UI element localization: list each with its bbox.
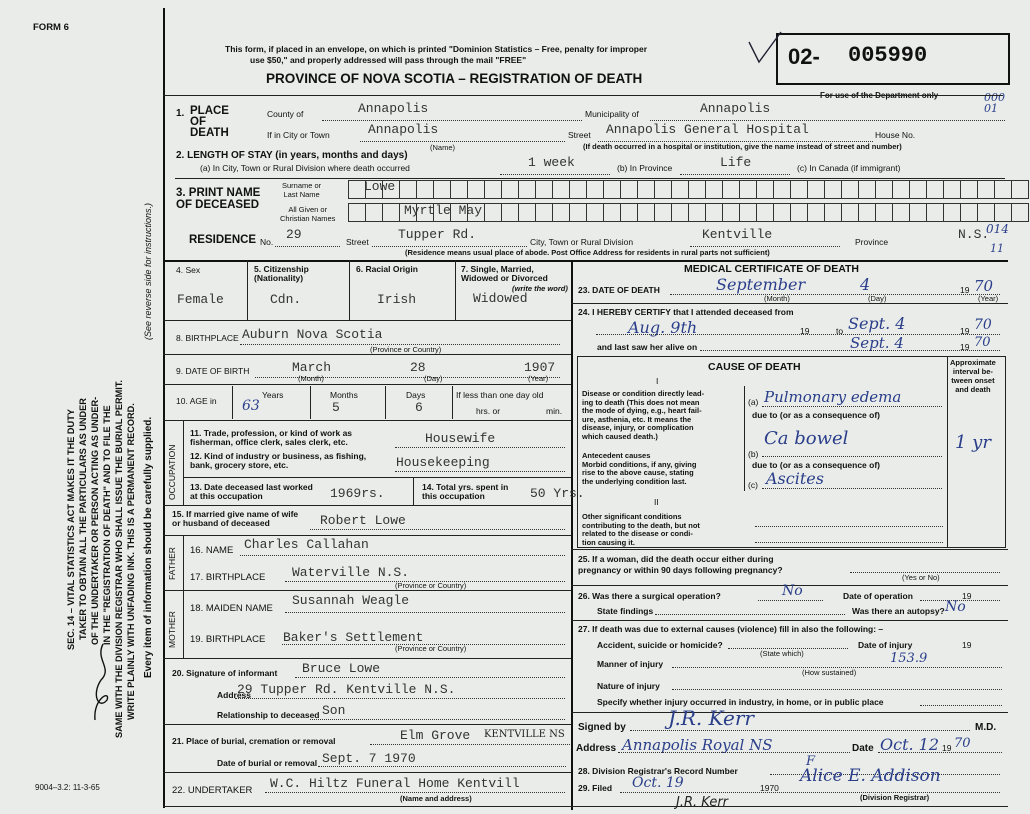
filed-value: Oct. 19 [632,775,684,791]
rule [163,384,571,385]
bottom-signature: J.R. Kerr [676,795,729,810]
min-label: min. [546,406,563,416]
dob-label: 9. DATE OF BIRTH [176,366,250,376]
municipality-label: Municipality of [585,109,639,119]
sidebar-line-8: (See reverse side for instructions.) [143,202,153,340]
yesno-label: (Yes or No) [902,573,940,582]
rule [596,334,1000,335]
rule [349,260,350,320]
rule [163,724,571,725]
rule [500,174,610,175]
rule [295,677,565,678]
section-i: I [656,376,659,386]
interval-label: Approximate interval be- tween onset and death [950,358,996,394]
dob-month: March [292,360,332,375]
days-value: 6 [415,400,423,415]
father-birthplace-label: 17. BIRTHPLACE [190,572,266,583]
q29-label: 29. Filed [578,783,613,793]
certify-label: 24. I HEREBY CERTIFY that I attended deceased from [578,307,794,317]
last-worked-label: 13. Date deceased last worked at this occupation [190,482,313,501]
mother-birthplace-value: Baker's Settlement [283,630,424,645]
residence-city: Kentville [702,227,773,242]
street-value: Annapolis General Hospital [606,122,809,137]
rule [232,386,233,419]
from-year-prefix: 19 [800,326,810,336]
trade-label: 11. Trade, profession, or kind of work as fisherman, office clerk, sales clerk, etc. [190,428,353,447]
filed-year: 1970 [760,783,779,793]
rule [163,590,571,591]
dod-year: 70 [974,277,994,295]
specify-label: Specify whether injury occurred in industry, in home, or in public place [597,697,884,707]
rule [240,555,565,556]
mother-side-label: MOTHER [167,611,177,648]
registration-number-box [776,33,1010,85]
sidebar-line-1: SEC. 14 – VITAL STATISTICS ACT MAKES IT THE DUTY [66,409,76,650]
undertaker-value: W.C. Hiltz Funeral Home Kentvill [270,776,520,791]
residence-no: 29 [286,227,302,242]
rule [571,549,1008,550]
rule [755,526,943,527]
form-code: 9004–3.2: 11-3-65 [35,783,100,792]
rule [310,719,565,720]
reg-number: 005990 [848,43,928,68]
rule [620,792,1000,793]
name-label: (Name) [430,143,456,152]
op-date-label: Date of operation [843,591,913,601]
name-section-label: 3. PRINT NAME OF DECEASED [176,187,261,211]
birthplace-note: (Province or Country) [370,345,442,354]
sidebar-line-7: Every item of information should be carefully supplied. [143,416,154,678]
rule [163,535,571,536]
residence-code-2: 11 [990,242,1004,255]
rule [163,320,571,321]
rule [630,730,970,731]
state-which: (State which) [760,649,804,658]
registrar-label: (Division Registrar) [860,793,930,802]
rule [247,260,248,320]
rule [163,772,571,773]
md-label: M.D. [975,722,997,733]
form-label: FORM 6 [33,22,69,33]
municipality-value: Annapolis [700,101,771,116]
sidebar-line-2: TAKER TO OBTAIN ALL THE PARTICULARS AS UNDER [78,398,88,640]
racial-label: 6. Racial Origin [356,264,418,274]
lastsaw-value: Sept. 4 [850,334,904,352]
hospital-note: (If death occurred in a hospital or institution, give the name instead of street and number) [583,142,902,151]
injury-year: 19 [962,640,972,650]
total-label: 14. Total yrs. spent in this occupation [422,482,509,501]
rule [163,658,571,659]
check-mark-icon [745,28,785,68]
mother-province-note: (Province or Country) [395,644,467,653]
dod-day: 4 [860,275,871,294]
informant-address: 29 Tupper Rd. Kentville N.S. [237,682,456,697]
relation-value: Son [322,703,346,718]
rule [762,406,942,407]
rule [275,246,340,247]
sidebar-line-4: IN THE "REGISTRATION OF DEATH" AND TO FILE THE [102,405,112,645]
sex-value: Female [177,292,224,307]
autopsy-label: Was there an autopsy? [852,606,945,616]
citizenship-value: Cdn. [270,292,302,307]
place-label: PLACE OF DEATH [190,105,229,139]
rule [370,744,570,745]
city-value: Annapolis [368,122,439,137]
informant-sig: Bruce Lowe [302,661,381,676]
residence-code: 014 [986,222,1009,236]
sidebar-signature [85,640,125,730]
dob-day: 28 [410,360,426,375]
sidebar-line-5: SAME WITH THE DIVISION REGISTRAR WHO SHALL ISSUE THE BURIAL PERMIT. [114,380,124,738]
rule [265,792,565,793]
rule [690,246,840,247]
med-address-label: Address [576,743,617,754]
injury-date-label: Date of injury [858,640,913,650]
rule [163,260,1008,262]
rule [183,477,571,478]
spouse-value: Robert Lowe [320,513,406,528]
years-value: 63 [242,398,260,414]
q28-hand: F [806,754,816,769]
op-year: 19 [962,591,972,601]
antecedent-label: Antecedent causes Morbid conditions, if any, giving rise to the above cause, stating the underlying condition last. [582,451,697,486]
occupation-side-label: OCCUPATION [167,444,177,500]
burial-place: Elm Grove [400,728,471,743]
cause-title: CAUSE OF DEATH [708,361,801,373]
manner-code: 153.9 [890,651,928,666]
med-date-year: 70 [954,736,971,751]
informant-address-label: Address [217,690,252,700]
months-label: Months [330,390,358,400]
notice-line-2: use $50," and properly addressed will pass through the mail "FREE" [250,55,527,65]
q25-label: 25. If a woman, did the death occur either during pregnancy or within 90 days following pregnancy? [578,554,783,575]
to-year: 70 [974,317,992,333]
county-value: Annapolis [358,101,429,116]
signed-label: Signed by [578,722,626,733]
cause-b-label: (b) [748,449,759,459]
father-name-label: 16. NAME [190,545,234,556]
sidebar-line-3: OF THE UNDERTAKER OR PERSON ACTING AS UNDER- [90,396,100,645]
signed-value: J.R. Kerr [668,706,754,730]
rule [878,752,1002,753]
last-worked-value: 1969rs. [330,486,385,501]
med-date: Oct. 12 [880,735,940,754]
nature-label: Nature of injury [597,681,660,691]
cause-a-label: (a) [748,397,759,407]
stay-a-value: 1 week [528,155,575,170]
rule [395,447,565,448]
dept-note: For use of the Department only [820,91,939,100]
marital-label: 7. Single, Married, Widowed or Divorced [461,264,548,283]
residence-province-label: Province [855,237,889,247]
dod-year-label: (Year) [978,294,999,303]
med-address: Annapolis Royal NS [622,736,773,754]
dob-year-label: (Year) [528,374,549,383]
manner-label: Manner of injury [597,659,664,669]
stay-b-value: Life [720,155,752,170]
trade-value: Housewife [425,431,496,446]
cause-c-label: (c) [748,480,758,490]
rule [413,477,414,505]
q26-label: 26. Was there a surgical operation? [578,591,721,601]
sidebar-line-6: WRITE PLAINLY WITH UNFADING INK. THIS IS A PERMANENT RECORD. [126,403,136,720]
q28-label: 28. Division Registrar's Record Number [578,766,738,776]
county-label: County of [267,109,304,119]
stay-label: 2. LENGTH OF STAY (in years, months and days) [176,150,408,161]
rule [318,766,566,767]
rule [395,471,565,472]
rule [385,386,386,419]
dod-label: 23. DATE OF DEATH [578,285,660,295]
q26-answer: No [782,583,803,599]
rule [163,95,1003,96]
father-province-note: (Province or Country) [395,581,467,590]
rule [163,420,571,421]
father-birthplace-value: Waterville N.S. [292,565,410,580]
rule [571,712,1008,713]
burial-place-hand: KENTVILLE NS [484,729,565,740]
sex-label: 4. Sex [176,265,201,275]
rule [762,456,942,457]
rule [183,420,184,505]
rule [455,260,456,320]
days-label: Days [406,390,426,400]
to-year-prefix: 19 [960,326,970,336]
dod-month: September [716,275,806,294]
other-label: Other significant conditions contributing to the death, but not related to the disease or condi- tion causing it. [582,512,700,547]
rule [670,294,1000,295]
section-ii: II [654,497,659,507]
rule [762,488,942,489]
due-to-label-2: due to (or as a consequence of) [752,460,880,470]
lastsaw-label: and last saw her alive on [597,342,698,352]
surname-grid [348,180,1029,199]
rule [672,689,1002,690]
rule [571,620,1008,621]
cause-c-value: Ascites [766,469,824,488]
undertaker-note: (Name and address) [400,794,472,803]
birthplace-label: 8. BIRTHPLACE [176,333,239,343]
years-label: Years [262,390,284,400]
cause-b-value: Ca bowel [764,428,849,449]
autopsy-answer: No [945,599,966,615]
stay-a-label: (a) In City, Town or Rural Division where death occurred [200,163,410,173]
street-label: Street [568,130,591,140]
rule [163,806,1008,807]
from-value: Aug. 9th [628,318,698,337]
birthplace-value: Auburn Nova Scotia [242,327,383,342]
rule [655,614,845,615]
how-sustained: (How sustained) [802,668,857,677]
marital-note: (write the word) [512,284,568,293]
place-num: 1. [176,108,185,119]
due-to-label-1: due to (or as a consequence of) [752,410,880,420]
notice-line-1: This form, if placed in an envelope, on which is printed "Dominion Statistics – Free, penalty for improper [225,44,648,54]
dod-month-label: (Month) [764,294,790,303]
father-side-label: FATHER [167,547,177,580]
to-value: Sept. 4 [848,314,906,333]
rule [372,246,527,247]
disease-label: Disease or condition directly lead- ing to death (This does not mean the mode of dying, e.g., heart fail- ure, asthenia, etc. It means the disease, injury, or complication which caused death.) [582,389,705,441]
maiden-label: 18. MAIDEN NAME [190,603,273,614]
rule [235,698,565,699]
total-value: 50 Yrs. [530,486,585,501]
residence-label: RESIDENCE [189,234,257,246]
med-date-label: Date [852,743,874,754]
reg-prefix: 02- [788,44,820,69]
father-name-value: Charles Callahan [244,537,369,552]
cause-a-value: Pulmonary edema [764,388,902,406]
rule [322,120,582,121]
given-label: All Given or Christian Names [280,205,336,223]
rule [650,120,1005,121]
rule [744,386,745,446]
residence-street: Tupper Rd. [398,227,477,242]
dept-codes: 000 01 [984,91,1005,115]
marital-value: Widowed [473,291,528,306]
given-value: Myrtle May [404,203,483,218]
med-date-year-prefix: 19 [942,743,952,753]
surname-value: Lowe [364,179,396,194]
lastsaw-year-prefix: 19 [960,342,970,352]
rule [755,542,943,543]
rule [452,386,453,419]
rule [183,535,184,658]
business-value: Housekeeping [396,455,490,470]
rule [920,705,1002,706]
form-title: PROVINCE OF NOVA SCOTIA – REGISTRATION OF DEATH [266,71,643,86]
residence-city-label: City, Town or Rural Division [530,237,634,247]
dob-month-label: (Month) [298,374,324,383]
business-label: 12. Kind of industry or business, as fishing, bank, grocery store, etc. [190,451,367,470]
maiden-value: Susannah Weagle [292,593,410,608]
dod-day-label: (Day) [868,294,887,303]
dod-year-prefix: 19 [960,285,970,295]
rule [618,752,850,753]
rule [360,141,565,142]
undertaker-label: 22. UNDERTAKER [172,785,253,796]
residence-note: (Residence means usual place of abode. Post Office Address for residents in rural parts not sufficient) [405,248,770,257]
rule [163,354,571,355]
racial-value: Irish [377,292,417,307]
citizenship-label: 5. Citizenship (Nationality) [254,264,309,283]
rule [744,446,745,491]
lastsaw-year: 70 [974,335,991,350]
dob-day-label: (Day) [424,374,443,383]
surname-label: Surname or Last Name [282,181,322,199]
burial-place-label: 21. Place of burial, cremation or removal [172,736,336,746]
burial-date: Sept. 7 1970 [322,751,416,766]
cause-b-interval: 1 yr [955,432,991,453]
spouse-label: 15. If married give name of wife or husband of deceased [172,509,299,528]
house-label: House No. [875,130,916,140]
city-label: If in City or Town [267,130,330,140]
dob-year: 1907 [524,360,556,375]
residence-street-label: Street [346,237,369,247]
to-label: to [836,326,844,336]
stay-c-label: (c) In Canada (if immigrant) [797,163,901,173]
rule [175,178,1005,179]
rule [758,600,823,601]
rule [700,350,1000,351]
rule [285,612,565,613]
relation-label: Relationship to deceased [217,710,320,720]
q27-label: 27. If death was due to external causes (violence) fill in also the following: – [578,624,884,634]
residence-province: N.S. [958,227,990,242]
residence-no-label: No. [260,237,274,247]
mother-birthplace-label: 19. BIRTHPLACE [190,634,266,645]
rule [163,505,571,506]
informant-sig-label: 20. Signature of informant [172,668,278,678]
hrs-label: hrs. or [476,406,501,416]
sidebar-divider [163,8,165,808]
rule [571,303,1008,304]
rule [680,174,790,175]
registrar-signature: Alice E. Addison [800,766,941,786]
months-value: 5 [332,400,340,415]
rule [310,529,565,530]
rule [310,386,311,419]
state-findings-label: State findings [597,606,654,616]
rule [571,260,573,810]
stay-b-label: (b) In Province [617,163,673,173]
accident-label: Accident, suicide or homicide? [597,640,723,650]
medical-title: MEDICAL CERTIFICATE OF DEATH [684,263,859,275]
burial-date-label: Date of burial or removal [217,758,318,768]
age-label: 10. AGE in [176,396,217,406]
lessthan-label: If less than one day old [456,390,544,400]
